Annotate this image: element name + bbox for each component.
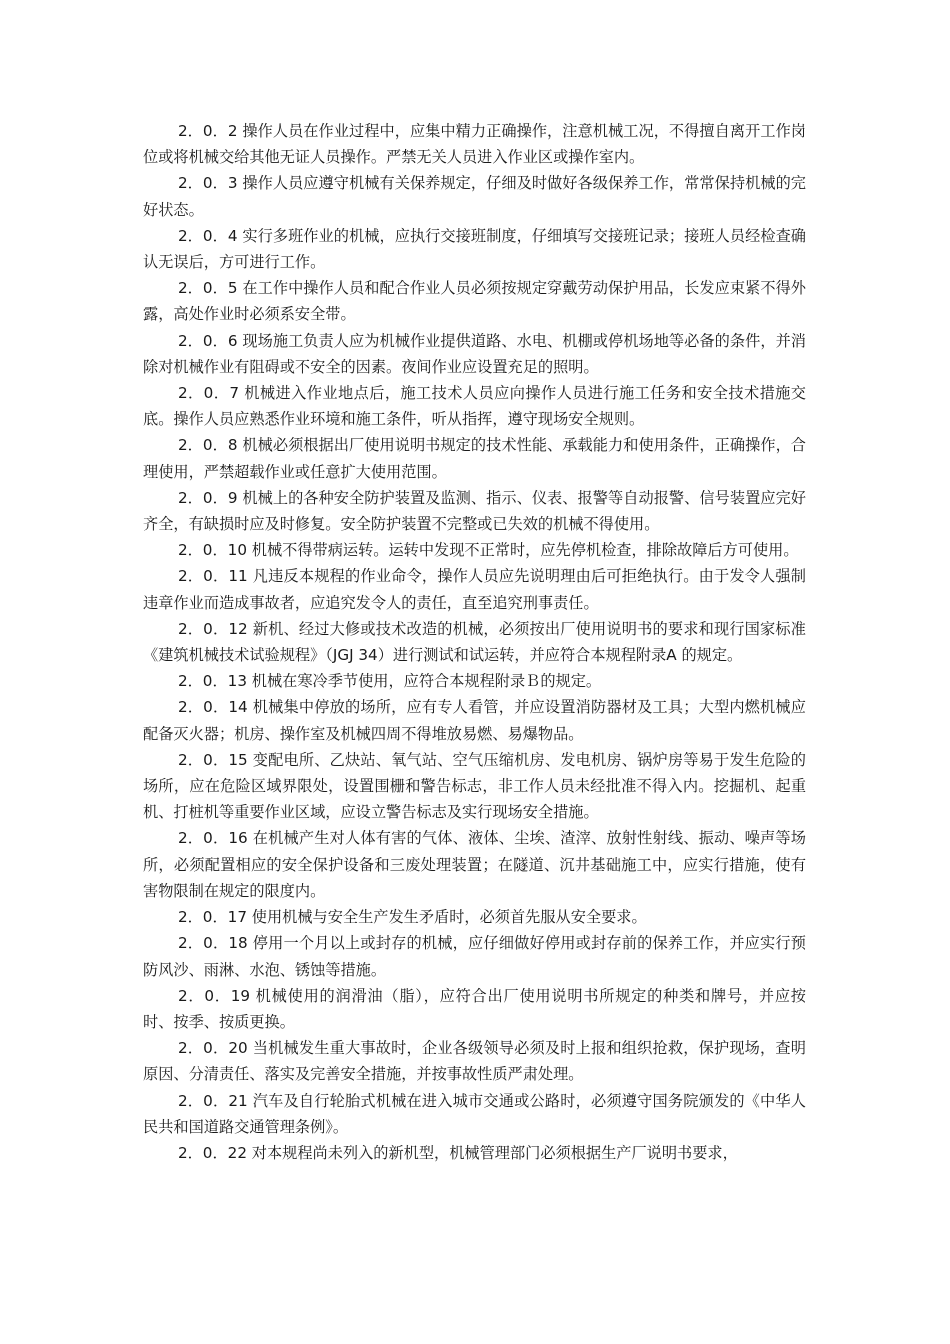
clause-2-0-17: 2．0．17 使用机械与安全生产发生矛盾时，必须首先服从安全要求。 <box>177 908 647 927</box>
clause-2-0-15: 2．0．15 变配电所、乙炔站、氧气站、空气压缩机房、发电机房、锅炉房等易于发生危险的场所，应在危险区域界限处，设置围栅和警告标志，非工作人员未经批准不得入内。挖掘机、起重机、打桩机等重要作业区域，应设立警告标志及实行现场安全措施。 <box>143 750 806 822</box>
clause-2-0-8: 2．0．8 机械必须根据出厂使用说明书规定的技术性能、承载能力和使用条件，正确操作，合理使用，严禁超载作业或任意扩大使用范围。 <box>143 436 806 481</box>
clause-2-0-20: 2．0．20 当机械发生重大事故时，企业各级领导必须及时上报和组织抢救，保护现场，查明原因、分清责任、落实及完善安全措施，并按事故性质严肃处理。 <box>143 1039 806 1084</box>
clause-2-0-22: 2．0．22 对本规程尚未列入的新机型，机械管理部门必须根据生产厂说明书要求， <box>177 1143 738 1162</box>
clause-2-0-12: 2．0．12 新机、经过大修或技术改造的机械，必须按出厂使用说明书的要求和现行国家标准《建筑机械技术试验规程》（JGJ 34）进行测试和试运转，并应符合本规程附录A 的规定。 <box>143 619 806 665</box>
clause-2-0-9: 2．0．9 机械上的各种安全防护装置及监测、指示、仪表、报警等自动报警、信号装置应完好齐全，有缺损时应及时修复。安全防护装置不完整或已失效的机械不得使用。 <box>143 488 806 534</box>
clause-2-0-6: 2．0．6 现场施工负责人应为机械作业提供道路、水电、机棚或停机场地等必备的条件，并消除对机械作业有阻碍或不安全的因素。夜间作业应设置充足的照明。 <box>143 331 806 376</box>
clause-2-0-2: 2．0．2 操作人员在作业过程中，应集中精力正确操作，注意机械工况，不得擅自离开工作岗位或将机械交给其他无证人员操作。严禁无关人员进入作业区或操作室内。 <box>143 122 806 167</box>
clause-2-0-21: 2．0．21 汽车及自行轮胎式机械在进入城市交通或公路时，必须遵守国务院颁发的《中华人民共和国道路交通管理条例》。 <box>143 1091 806 1136</box>
clause-2-0-11: 2．0．11 凡违反本规程的作业命令，操作人员应先说明理由后可拒绝执行。由于发令人强制违章作业而造成事故者，应追究发令人的责任，直至追究刑事责任。 <box>143 567 806 612</box>
clause-2-0-10: 2．0．10 机械不得带病运转。运转中发现不正常时，应先停机检查，排除故障后方可使用。 <box>177 541 799 560</box>
clause-list <box>143 118 806 1166</box>
clause-2-0-16: 2．0．16 在机械产生对人体有害的气体、液体、尘埃、渣滓、放射性射线、振动、噪声等场所，必须配置相应的安全保护设备和三废处理装置；在隧道、沉井基础施工中，应实行措施，使有害物限制在规定的限度内。 <box>143 829 806 900</box>
clause-2-0-3: 2．0．3 操作人员应遵守机械有关保养规定，仔细及时做好各级保养工作，常常保持机械的完好状态。 <box>143 174 806 219</box>
clause-2-0-4: 2．0．4 实行多班作业的机械，应执行交接班制度，仔细填写交接班记录；接班人员经检查确认无误后，方可进行工作。 <box>143 226 806 272</box>
clause-2-0-13: 2．0．13 机械在寒冷季节使用，应符合本规程附录Ｂ的规定。 <box>177 672 602 691</box>
clause-2-0-14: 2．0．14 机械集中停放的场所，应有专人看管，并应设置消防器材及工具；大型内燃机械应配备灭火器；机房、操作室及机械四周不得堆放易燃、易爆物品。 <box>143 698 806 743</box>
clause-2-0-19: 2．0．19 机械使用的润滑油（脂），应符合出厂使用说明书所规定的种类和牌号，并应按时、按季、按质更换。 <box>143 986 806 1031</box>
clause-2-0-7: 2．0．7 机械进入作业地点后，施工技术人员应向操作人员进行施工任务和安全技术措施交底。操作人员应熟悉作业环境和施工条件，听从指挥，遵守现场安全规则。 <box>143 384 806 429</box>
clause-2-0-18: 2．0．18 停用一个月以上或封存的机械，应仔细做好停用或封存前的保养工作，并应实行预防风沙、雨淋、水泡、锈蚀等措施。 <box>143 934 806 979</box>
clause-2-0-5: 2．0．5 在工作中操作人员和配合作业人员必须按规定穿戴劳动保护用品，长发应束紧不得外露，高处作业时必须系安全带。 <box>143 279 806 324</box>
